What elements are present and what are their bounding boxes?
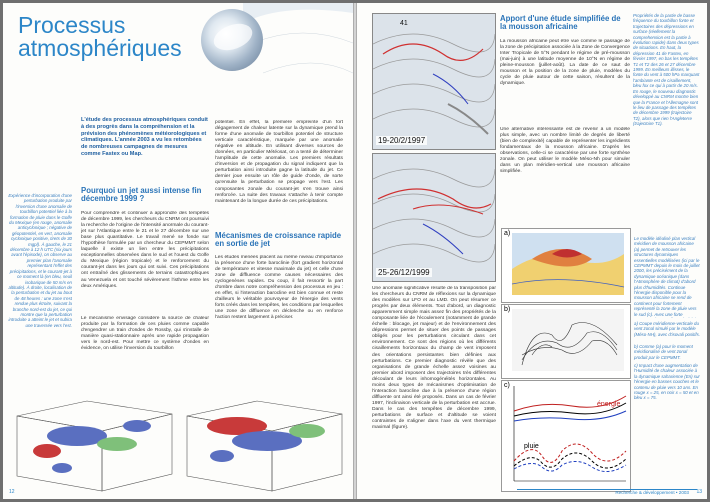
section-heading-croissance: Mécanismes de croissance rapide en sortie de jet <box>215 231 342 249</box>
section-heading-jet: Pourquoi un jet aussi intense fin décembre 1999 ? <box>81 186 202 204</box>
3d-perturbation-figure <box>7 396 352 492</box>
col2-text-2: Les études menées placent au même niveau d'importance la présence d'une forte baroclinie (fort gradient horizontal de température et vitesse maximale du jet) et celle d'une zone de diffluence comme causes nécessaires des cyclogenèses rapides. Du coup, il fait ressortir la part d'ombre dans notre compréhension des processus en jeu : en effet, si l'interaction barocline est bien connue et reste d'ailleurs le véritable pourvoyeur de l'énergie des vents forts créés dans les tempêtes, les conditions par lesquelles une zone de diffluence en déclenche ou en renforce l'action restent largement à préciser. <box>215 255 343 321</box>
side-caption-model: Le modèle idéalisé plan vertical méridien de mousson africaine (a) permet de retrouver les structures dynamiques essentielles modélisées (ici par le CEPMMT depuis le mois de juillet 2000, les précisément de la dynamique océanique (dans l'Atmosphère de climat) d'abord plus d'humidités. Continue l'énergie disponible pour la mousson africaine se rend de continent pour fortement représenté la zone de pluie vers le sud (c). Avec une forte <box>634 236 700 317</box>
page-number-left: 12 <box>9 489 15 495</box>
chart-c <box>501 380 631 492</box>
page-number-right: 13 <box>696 489 702 495</box>
chart-b-label: b) <box>504 306 511 313</box>
page-title: Processus atmosphériques <box>18 12 182 61</box>
side-caption-top: Propriétés de la partie de basse fréquence du tourbillon fonte et trajectoires des dépressions en surface (réellement la comprehension est la partie à évolution rapide) dans deux types de situations. En haut, la dépression 41 de Fastex, en février 1997, en bas les tempêtes T1 et T2 des 26 et 27 décembre 1999. En meilleurs illisses, le fonte du vent à 500 hPa marquant l'ambiante est de cisaillement, bleu fox ce qui à partir de 20 m/s. En rouge, le nouveau diagnostic développé au CNRM montre bien que la France et l'Allemagne sont le lieu de passage des tempêtes de décembre 1999 (trajectoire T2), alors que rien l'Angleterre (trajectoire T1). <box>633 13 700 127</box>
side-caption: Expérience d'incorporation d'une perturbation produite par l'inversion d'une anomalie de tourbillon potentiel liée à la formation de pluie dans le Golfe du Mexique (en rouge, anomalie anticyclonique ; négative de géopotentiel, en vert, anomalie cyclonique positive, tirets de 30 mgpl). À gauche, le 21 décembre à 12 h UTC (six jours avant l'épisode), on observe au premier plan l'anomalie représentant l'effet des précipitations, et le courant-jet à ce moment là (en bleu, seuil isobarique de 50 m/s en altitude). À droite, localisation de la perturbation et du jet au bout de 48 heures : une zone s'est rendue plus étroite, suivant la branche nord-est du jet, ce qui montre que la perturbation introduite a atteint le jet et subira une traversée vers l'est. <box>8 193 72 328</box>
lead-paragraph: L'étude des processus atmosphériques conduit à des progrès dans la compréhension et la prévision des phénomènes météorologiques et climatiques. L'année 2003 a vu les retombées de nombreuses campagnes de mesures comme Fastex ou Map. <box>81 117 208 157</box>
left-page <box>3 3 353 499</box>
weather-map-1997 <box>372 13 496 150</box>
weather-map-1999 <box>372 153 496 282</box>
3d-box-left <box>17 401 172 491</box>
map-date-1999: 25-26/12/1999 <box>378 268 430 277</box>
mousson-text-1: La mousson africaine peut être vue comme le passage de la zone de précipitation associée à la Zone de Convergence Inter Tropicale de 5°N pendant le régime de pré-mousson (mai-juin) à une latitude moyenne de 10°N en régime de pleine-mousson (juillet-août). La date de ce saut de mousson et la position de la zone de pluie, modèles du cycle de pluie autour de cette saison, résultent de la dynamique. <box>500 39 630 87</box>
diagnostic-text: Une anomalie significative résulte de la transposition par les chercheurs du CNRM de réflexions sur la dynamique des modèles sur LFO et au LMD. On peut résumer ce progrès par deux éléments. Tout d'abord, un diagnostic apparemment simple mais assez fin des propriétés de la composante liée de l'écoulement (notamment de grande échelle : blocage, jet majeur) et de l'environnement des dépressions permet de situer des points de passages obligés pour les perturbations circulant dans cet environnement. Ce sont des régions où les différents cisaillements horizontaux du champ de vent imposent des orientations persistantes bien définies aux perturbations. Ce premier diagnostic révèle que des organisations de grande échelle assez voisines au premier abord imposent des trajectoires très différentes découlant de leurs inhomogénéités horizontales. Au moins deux types de mécanismes d'optimisation de l'interaction barocline due à la présence d'une région diffluente ont ainsi été proposés. Dans un cas de février 1997, l'inclinaison verticale de la perturbation est accrue. Dans le cas des tempêtes de décembre 1999, perturbations de surface et d'altitude se voient contraintes de s'aligner dans l'axe du vent thermique maximal (figure). <box>372 286 496 431</box>
col1-text-2: Le mécanisme envisagé considère la source de chaleur produite par la formation de ces pluies comme capable d'engendrer un train d'ondes de Rossby, qui s'installe de manière quasi-stationnaire après une rapide propagation vers le nord-est. Pour mettre ce système d'ondes en évidence, on utilise l'inversion du tourbillon <box>81 316 209 352</box>
side-caption-b: b) Comme (a) pour le moment méridionalisé de vent zonal produit par le CEPMMT. <box>634 344 693 360</box>
3d-box-right <box>187 401 342 491</box>
footer-text: Recherche & développement • 2003 <box>615 490 689 495</box>
col1-text: Pour comprendre et continuer à approndre des tempêtes de décembre 1999, les chercheurs du CNRM ont poursuivi la recherche de l'origine de l'intensité anormale du courant-jet sur l'Atlantique entre le 21 et le 27 décembre sur une base plus quantitative. Le travail mené se fonde sur l'hypothèse formulée par un chercheur du CEPMMT selon laquelle il existe un lien entre les précipitations exceptionnelles observées dans le sud et l'ouest du Golfe du Mexique (région tropicale) et le renforcement du courant-jet dans les jours qui ont suivi. Ces précipitations ont entraîné des glissements de terrains catastrophiques au Venezuela et ont touché sévèrement l'isthme entre les deux Amériques. <box>81 211 209 289</box>
right-page <box>357 3 707 499</box>
chart-c-energie: énergie <box>597 401 621 408</box>
chart-c-label: c) <box>504 382 510 389</box>
side-caption-a: a) Coupe méridienne-verticale du vent zonal simulé par le modèle (Méso-NH), avec d'isovali positifs. <box>634 321 700 337</box>
col2-text: potentiel. En effet, la première empreinte d'un fort dégagement de chaleur latente sur la dynamique prend la forme d'une anomalie de tourbillon potentiel de structure verticale caractéristique, marquée par une anomalie négative en altitude. En utilisant diverses sources de données, en particulier Météosat, on a tenté de déterminer l'amplitude de cette anomalie. Les premiers résultats d'inversion et de propagation du signal indiquent que la perturbation ainsi introduite gagne la latitude du jet. Ce dernier joue ensuite un rôle de guide d'onde, de sorte qu'ensuite la perturbation se propage vers l'est. Les composantes zonale du courant-jet s'en trouve ainsi renforcée. La suite des travaux s'attache à tenir compte maintenant de la longue durée de ces précipitations. <box>215 120 343 204</box>
chart-c-pluie: pluie <box>524 443 539 450</box>
side-caption-c: c) Impact d'une augmentation de l'Humidité de chaleur associée à la dynamique saharienne (En) sur l'énergie en basses couches et le contenu de pluie vers 10 ans. En rouge x = 25, en noir x = 50 et en bleu x = 75. <box>634 363 700 401</box>
map-marker-label: 41 <box>400 20 408 27</box>
map-date-1997: 19-20/2/1997 <box>378 136 426 145</box>
chart-a <box>501 228 631 303</box>
section-heading-mousson: Apport d'une étude simplifiée de la mousson africaine <box>500 14 621 32</box>
chart-a-label: a) <box>504 230 511 237</box>
decorative-wave <box>243 3 353 113</box>
mousson-text-2: Une alternative intéressante est de revenir à un modèle plus simple, avec un nombre limité de degrés de liberté (bien de complexité) capable de représenter les ingrédients fondamentaux de la mousson africaine. D'après les observations, celle-ci se caractérise par une forte synthèse zonale. On peut utiliser le modèle Méso-Nh pour simuler dans un plan méridien-vertical une mousson africaine simplifiée. <box>500 127 630 175</box>
chart-b <box>501 304 631 379</box>
